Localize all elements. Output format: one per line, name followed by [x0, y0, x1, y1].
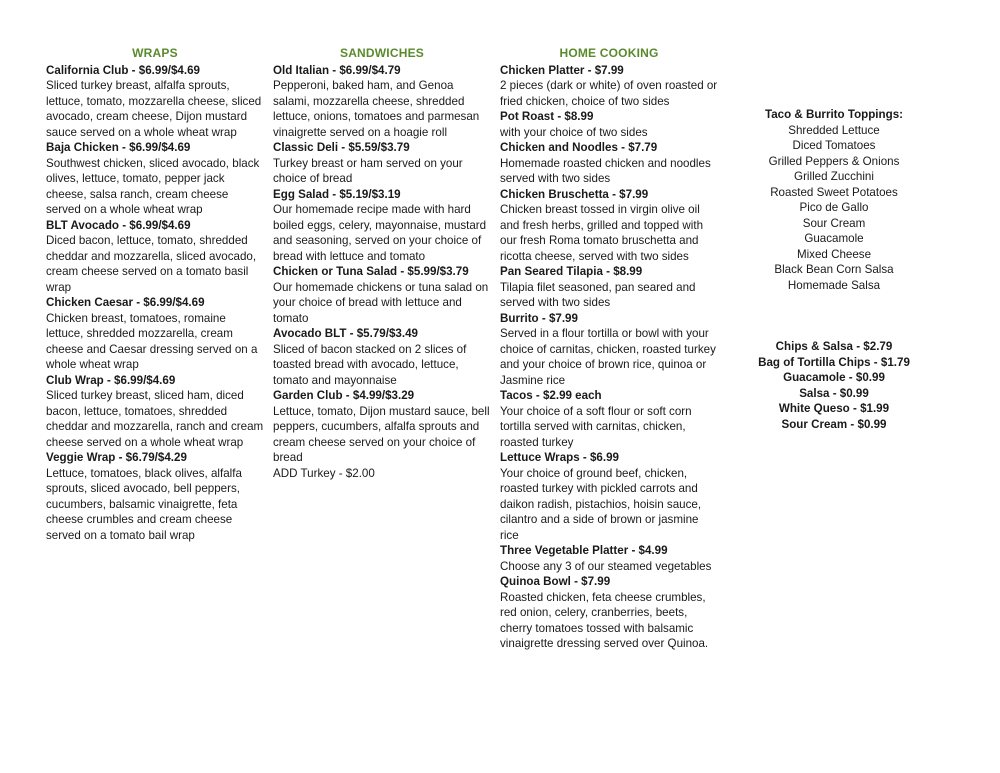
- menu-item: [500, 388, 718, 450]
- extras-list: [742, 339, 926, 432]
- sandwiches-column: [273, 46, 491, 481]
- item-description: Our homemade chickens or tuna salad on your choice of bread with lettuce and tomato: [273, 280, 489, 325]
- menu-item: [46, 373, 264, 451]
- item-name: Veggie Wrap - $6.79/$4.29: [46, 451, 187, 464]
- menu-item: [500, 109, 718, 140]
- topping-item: Mixed Cheese: [796, 247, 872, 261]
- topping-item: Black Bean Corn Salsa: [774, 263, 894, 276]
- addon-turkey: ADD Turkey - $2.00: [273, 466, 375, 480]
- item-name: Chicken and Noodles - $7.79: [500, 141, 658, 154]
- menu-item: [46, 63, 264, 141]
- item-description: Choose any 3 of our steamed vegetables: [500, 559, 712, 573]
- item-description: Sliced turkey breast, alfalfa sprouts, lettuce, tomato, mozzarella cheese, sliced avocado, cream cheese, Dijon mustard sauce served on a whole wheat wrap: [46, 79, 262, 139]
- topping-item: Grilled Zucchini: [794, 170, 874, 183]
- item-name: Old Italian - $6.99/$4.79: [273, 63, 401, 77]
- item-name: California Club - $6.99/$4.69: [46, 63, 200, 77]
- item-name: Chicken Caesar - $6.99/$4.69: [46, 296, 205, 309]
- topping-item: Grilled Peppers & Onions: [768, 154, 900, 168]
- topping-item: Diced Tomatoes: [792, 139, 876, 152]
- item-name: Chicken Bruschetta - $7.99: [500, 187, 649, 201]
- item-description: Tilapia filet seasoned, pan seared and served with two sides: [500, 280, 696, 309]
- item-description: Our homemade recipe made with hard boiled eggs, celery, mayonnaise, mustard and seasoning, served on your choice of bread with lettuce and tomato: [273, 203, 487, 263]
- menu-item: [500, 63, 718, 110]
- menu-item: [500, 311, 718, 389]
- item-name: Chicken or Tuna Salad - $5.99/$3.79: [273, 265, 469, 278]
- item-name: Avocado BLT - $5.79/$3.49: [273, 327, 418, 340]
- menu-item: [273, 187, 491, 265]
- topping-item: Shredded Lettuce: [788, 123, 880, 137]
- toppings-title: Taco & Burrito Toppings:: [764, 108, 904, 121]
- menu-item: [273, 140, 491, 187]
- item-description: Diced bacon, lettuce, tomato, shredded cheddar and mozzarella, sliced avocado, cream cheese served on a tomato basil wrap: [46, 234, 257, 294]
- item-name: Tacos - $2.99 each: [500, 389, 602, 402]
- menu-item: [46, 295, 264, 373]
- item-name: BLT Avocado - $6.99/$4.69: [46, 218, 191, 232]
- menu-item: [273, 388, 491, 466]
- extra-item: Chips & Salsa - $2.79: [775, 340, 893, 353]
- item-description: Chicken breast tossed in virgin olive oil and fresh herbs, grilled and topped with our fresh Roma tomato bruschetta and ricotta cheese, served with two sides: [500, 203, 704, 263]
- home-cooking-title: HOME COOKING: [559, 46, 659, 60]
- wraps-column: [46, 46, 264, 543]
- item-name: Burrito - $7.99: [500, 311, 578, 325]
- item-description: Served in a flour tortilla or bowl with your choice of carnitas, chicken, roasted turkey and your choice of brown rice, quinoa or Jasmine rice: [500, 327, 716, 387]
- extra-item: Guacamole - $0.99: [783, 371, 885, 384]
- item-name: Three Vegetable Platter - $4.99: [500, 544, 668, 557]
- item-description: Chicken breast, tomatoes, romaine lettuce, shredded mozzarella, cream cheese and Caesar dressing served on a whole wheat wrap: [46, 311, 258, 371]
- item-description: Homemade roasted chicken and noodles served with two sides: [500, 156, 711, 185]
- topping-item: Pico de Gallo: [799, 201, 869, 214]
- item-name: Pot Roast - $8.99: [500, 110, 594, 123]
- item-description: Sliced turkey breast, sliced ham, diced bacon, lettuce, tomatoes, shredded cheddar and mozzarella, ranch and cream cheese served on a whole wheat wrap: [46, 389, 264, 449]
- item-name: Baja Chicken - $6.99/$4.69: [46, 141, 191, 154]
- item-description: Southwest chicken, sliced avocado, black olives, lettuce, tomato, pepper jack cheese, salsa ranch, cream cheese served on a whole wheat wrap: [46, 156, 260, 216]
- menu-item: [273, 326, 491, 388]
- item-name: Quinoa Bowl - $7.99: [500, 575, 611, 588]
- menu-item: [500, 574, 718, 652]
- item-description: Lettuce, tomato, Dijon mustard sauce, bell peppers, cucumbers, alfalfa sprouts and cream cheese served on your choice of bread: [273, 404, 490, 464]
- menu-item: [273, 63, 491, 141]
- item-description: Roasted chicken, feta cheese crumbles, red onion, celery, cranberries, beets, cherry tomatoes tossed with balsamic vinaigrette dressing served over Quinoa.: [500, 590, 709, 650]
- item-description: 2 pieces (dark or white) of oven roasted or fried chicken, choice of two sides: [500, 79, 718, 108]
- item-description: Sliced of bacon stacked on 2 slices of toasted bread with avocado, lettuce, tomato and mayonnaise: [273, 342, 467, 387]
- wraps-title: WRAPS: [132, 46, 178, 60]
- menu-item: [500, 187, 718, 265]
- menu-item: [500, 543, 718, 574]
- menu-item: [500, 140, 718, 187]
- topping-item: Homemade Salsa: [787, 278, 881, 292]
- item-name: Egg Salad - $5.19/$3.19: [273, 187, 401, 201]
- topping-item: Guacamole: [804, 232, 864, 245]
- menu-item: [500, 264, 718, 311]
- home-cooking-column: [500, 46, 718, 652]
- item-description: Lettuce, tomatoes, black olives, alfalfa sprouts, sliced avocado, bell peppers, cucumbers, balsamic vinaigrette, feta cheese crumbles and cream cheese served on a tomato bail wrap: [46, 466, 242, 542]
- menu-item: [46, 218, 264, 296]
- item-name: Garden Club - $4.99/$3.29: [273, 389, 415, 402]
- menu-item: [46, 140, 264, 218]
- sandwiches-title: SANDWICHES: [339, 46, 424, 60]
- toppings-column: [742, 107, 926, 432]
- menu-item: [46, 450, 264, 543]
- item-name: Club Wrap - $6.99/$4.69: [46, 373, 176, 387]
- item-name: Chicken Platter - $7.99: [500, 63, 624, 77]
- extra-item: Salsa - $0.99: [799, 386, 869, 400]
- item-description: Your choice of ground beef, chicken, roasted turkey with pickled carrots and daikon radish, pistachios, hoisin sauce, cilantro and a side of brown or jasmine rice: [500, 466, 702, 542]
- menu-item: [273, 264, 491, 326]
- topping-item: Roasted Sweet Potatoes: [770, 185, 898, 199]
- item-description: Turkey breast or ham served on your choice of bread: [273, 156, 463, 185]
- item-name: Pan Seared Tilapia - $8.99: [500, 265, 643, 278]
- item-description: with your choice of two sides: [500, 125, 648, 139]
- menu-item: [500, 450, 718, 543]
- extra-item: Sour Cream - $0.99: [781, 417, 887, 431]
- item-name: Classic Deli - $5.59/$3.79: [273, 141, 410, 154]
- extra-item: Bag of Tortilla Chips - $1.79: [758, 355, 910, 369]
- item-name: Lettuce Wraps - $6.99: [500, 451, 619, 464]
- item-description: Pepperoni, baked ham, and Genoa salami, mozzarella cheese, shredded lettuce, onions, tomatoes and parmesan vinaigrette served on a hoagie roll: [273, 79, 480, 139]
- item-description: Your choice of a soft flour or soft corn tortilla served with carnitas, chicken, roasted turkey: [500, 404, 692, 449]
- extra-item: White Queso - $1.99: [778, 402, 890, 415]
- topping-item: Sour Cream: [802, 216, 866, 230]
